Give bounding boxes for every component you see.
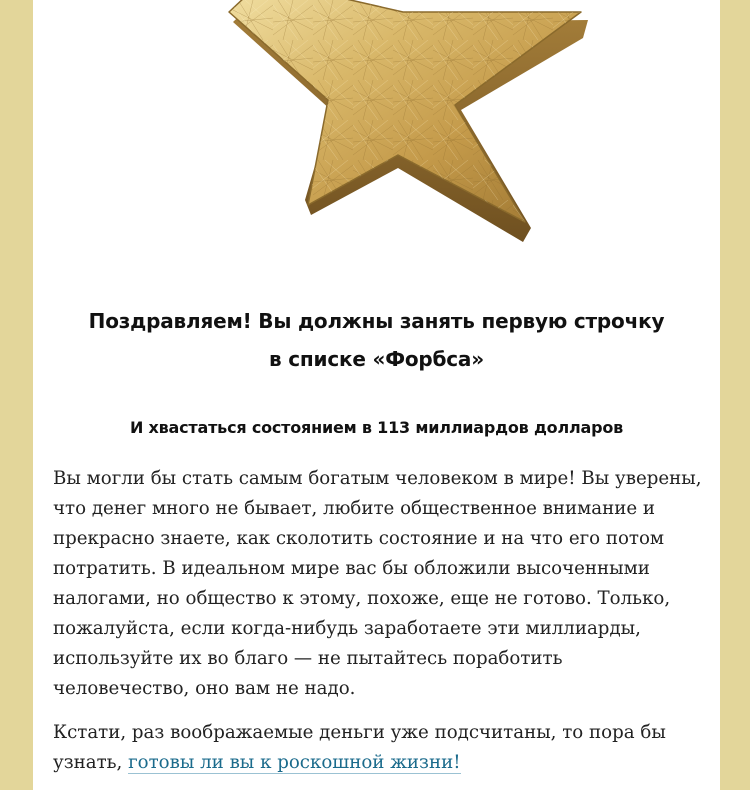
right-background-strip [720, 0, 750, 790]
result-title [33, 302, 720, 378]
result-description: Вы могли бы стать самым богатым человеком в мире! Вы уверены, что денег много не бывает, любите общественное внимание и прекрасно знаете, как сколотить состояние и на что его потом потратить. В идеальном мире вас бы обложили высоченными налогами, но общество к этому, похоже, еще не готово. Только, пожалуйста, если когда-нибудь заработаете эти миллиарды, используйте их во благо — не пытайтесь поработить человечество, оно вам не надо. [53, 468, 702, 699]
result-title-line1: Поздравляем! Вы должны занять первую строчку [88, 309, 665, 333]
left-background-strip [0, 0, 33, 790]
result-subtitle: И хвастаться состоянием в 113 миллиардов долларов [129, 418, 624, 437]
luxury-test-link[interactable]: готовы ли вы к роскошной жизни! [128, 752, 461, 773]
result-title-line2: в списке «Форбса» [269, 347, 484, 371]
followup-text: Кстати, раз воображаемые деньги уже подсчитаны, то пора бы узнать, [53, 722, 666, 773]
result-card [33, 0, 720, 790]
followup-paragraph [53, 718, 703, 778]
gold-star-icon [193, 0, 613, 250]
